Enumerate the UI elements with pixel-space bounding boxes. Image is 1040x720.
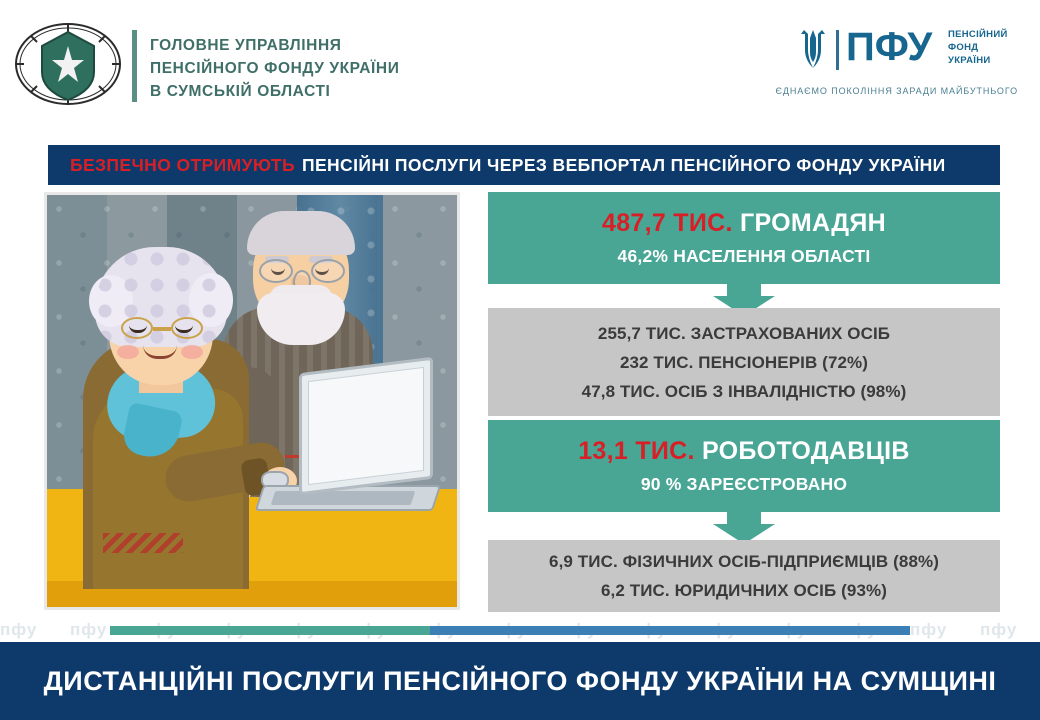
grandmother-glasses-icon [121, 317, 203, 341]
header-divider [132, 30, 137, 102]
employers-value: 13,1 ТИС. [578, 437, 695, 465]
org-line-3: В СУМСЬКІЙ ОБЛАСТІ [150, 83, 331, 100]
employers-detail-line-1: 6,9 ТИС. ФІЗИЧНИХ ОСІБ-ПІДПРИЄМЦІВ (88%) [549, 552, 939, 571]
citizens-value-row [602, 205, 886, 241]
footer-accent-bar-blue [430, 626, 910, 635]
org-line-1: ГОЛОВНЕ УПРАВЛІННЯ [150, 37, 342, 54]
watermark-text: пфу [980, 620, 1018, 639]
citizens-detail-line-1: 255,7 ТИС. ЗАСТРАХОВАНИХ ОСІБ [597, 323, 891, 343]
footer-accent-bar-green [110, 626, 430, 635]
coat-of-arms-emblem-icon [14, 22, 122, 106]
footer-title: ДИСТАНЦІЙНІ ПОСЛУГИ ПЕНСІЙНОГО ФОНДУ УКРАЇНИ НА СУМЩИНІ [43, 665, 997, 696]
grandfather-hair [247, 211, 355, 255]
citizens-detail-line-3: 47,8 ТИС. ОСІБ З ІНВАЛІДНІСТЮ (98%) [581, 381, 907, 401]
banner [48, 145, 1000, 185]
watermark-text: пфу [0, 620, 38, 639]
employers-subline: 90 % ЗАРЕЄСТРОВАНО [640, 474, 848, 494]
arrow-down-icon-2 [713, 510, 775, 544]
grandmother-cheek-right [181, 345, 203, 359]
illustration-elderly-couple-with-laptop [44, 192, 460, 610]
employers-value-label: РОБОТОДАВЦІВ [702, 437, 910, 465]
laptop-screen [299, 357, 433, 495]
footer [0, 642, 1040, 720]
logo-word-3: УКРАЇНИ [948, 55, 991, 66]
pfu-logo [775, 24, 1018, 104]
banner-text: ПЕНСІЙНІ ПОСЛУГИ ЧЕРЕЗ ВЕБПОРТАЛ ПЕНСІЙНОГО ФОНДУ УКРАЇНИ [301, 154, 946, 175]
logo-word-2: ФОНД [948, 42, 979, 53]
citizens-subline: 46,2% НАСЕЛЕННЯ ОБЛАСТІ [617, 246, 871, 266]
logo-abbreviation: ПФУ [846, 25, 933, 69]
stat-block-employers [488, 420, 1000, 512]
employers-detail-line-2: 6,2 ТИС. ЮРИДИЧНИХ ОСІБ (93%) [600, 581, 887, 600]
grandmother-cheek-left [117, 345, 139, 359]
watermark-text: пфу [910, 620, 948, 639]
logo-words [948, 28, 1008, 67]
header [0, 0, 1040, 125]
citizens-value-label: ГРОМАДЯН [739, 209, 886, 237]
stat-block-employers-detail [488, 540, 1000, 612]
stat-block-citizens-detail [488, 308, 1000, 416]
logo-divider [836, 30, 839, 70]
grandfather-glasses-icon [259, 259, 345, 285]
grandmother-jacket-pattern [103, 533, 183, 553]
banner-highlight: БЕЗПЕЧНО ОТРИМУЮТЬ [70, 154, 295, 175]
laptop-keyboard [271, 491, 416, 505]
watermark-text: пфу [70, 620, 108, 639]
org-line-2: ПЕНСІЙНОГО ФОНДУ УКРАЇНИ [150, 60, 400, 77]
employers-value-row [578, 433, 910, 469]
trident-icon [798, 28, 828, 72]
citizens-value: 487,7 ТИС. [601, 209, 733, 237]
citizens-detail-line-2: 232 ТИС. ПЕНСІОНЕРІВ (72%) [619, 352, 869, 372]
logo-slogan: ЄДНАЄМО ПОКОЛІННЯ ЗАРАДИ МАЙБУТНЬОГО [775, 86, 1018, 96]
logo-word-1: ПЕНСІЙНИЙ [948, 29, 1008, 40]
stat-block-citizens [488, 192, 1000, 284]
organization-title [150, 34, 399, 103]
